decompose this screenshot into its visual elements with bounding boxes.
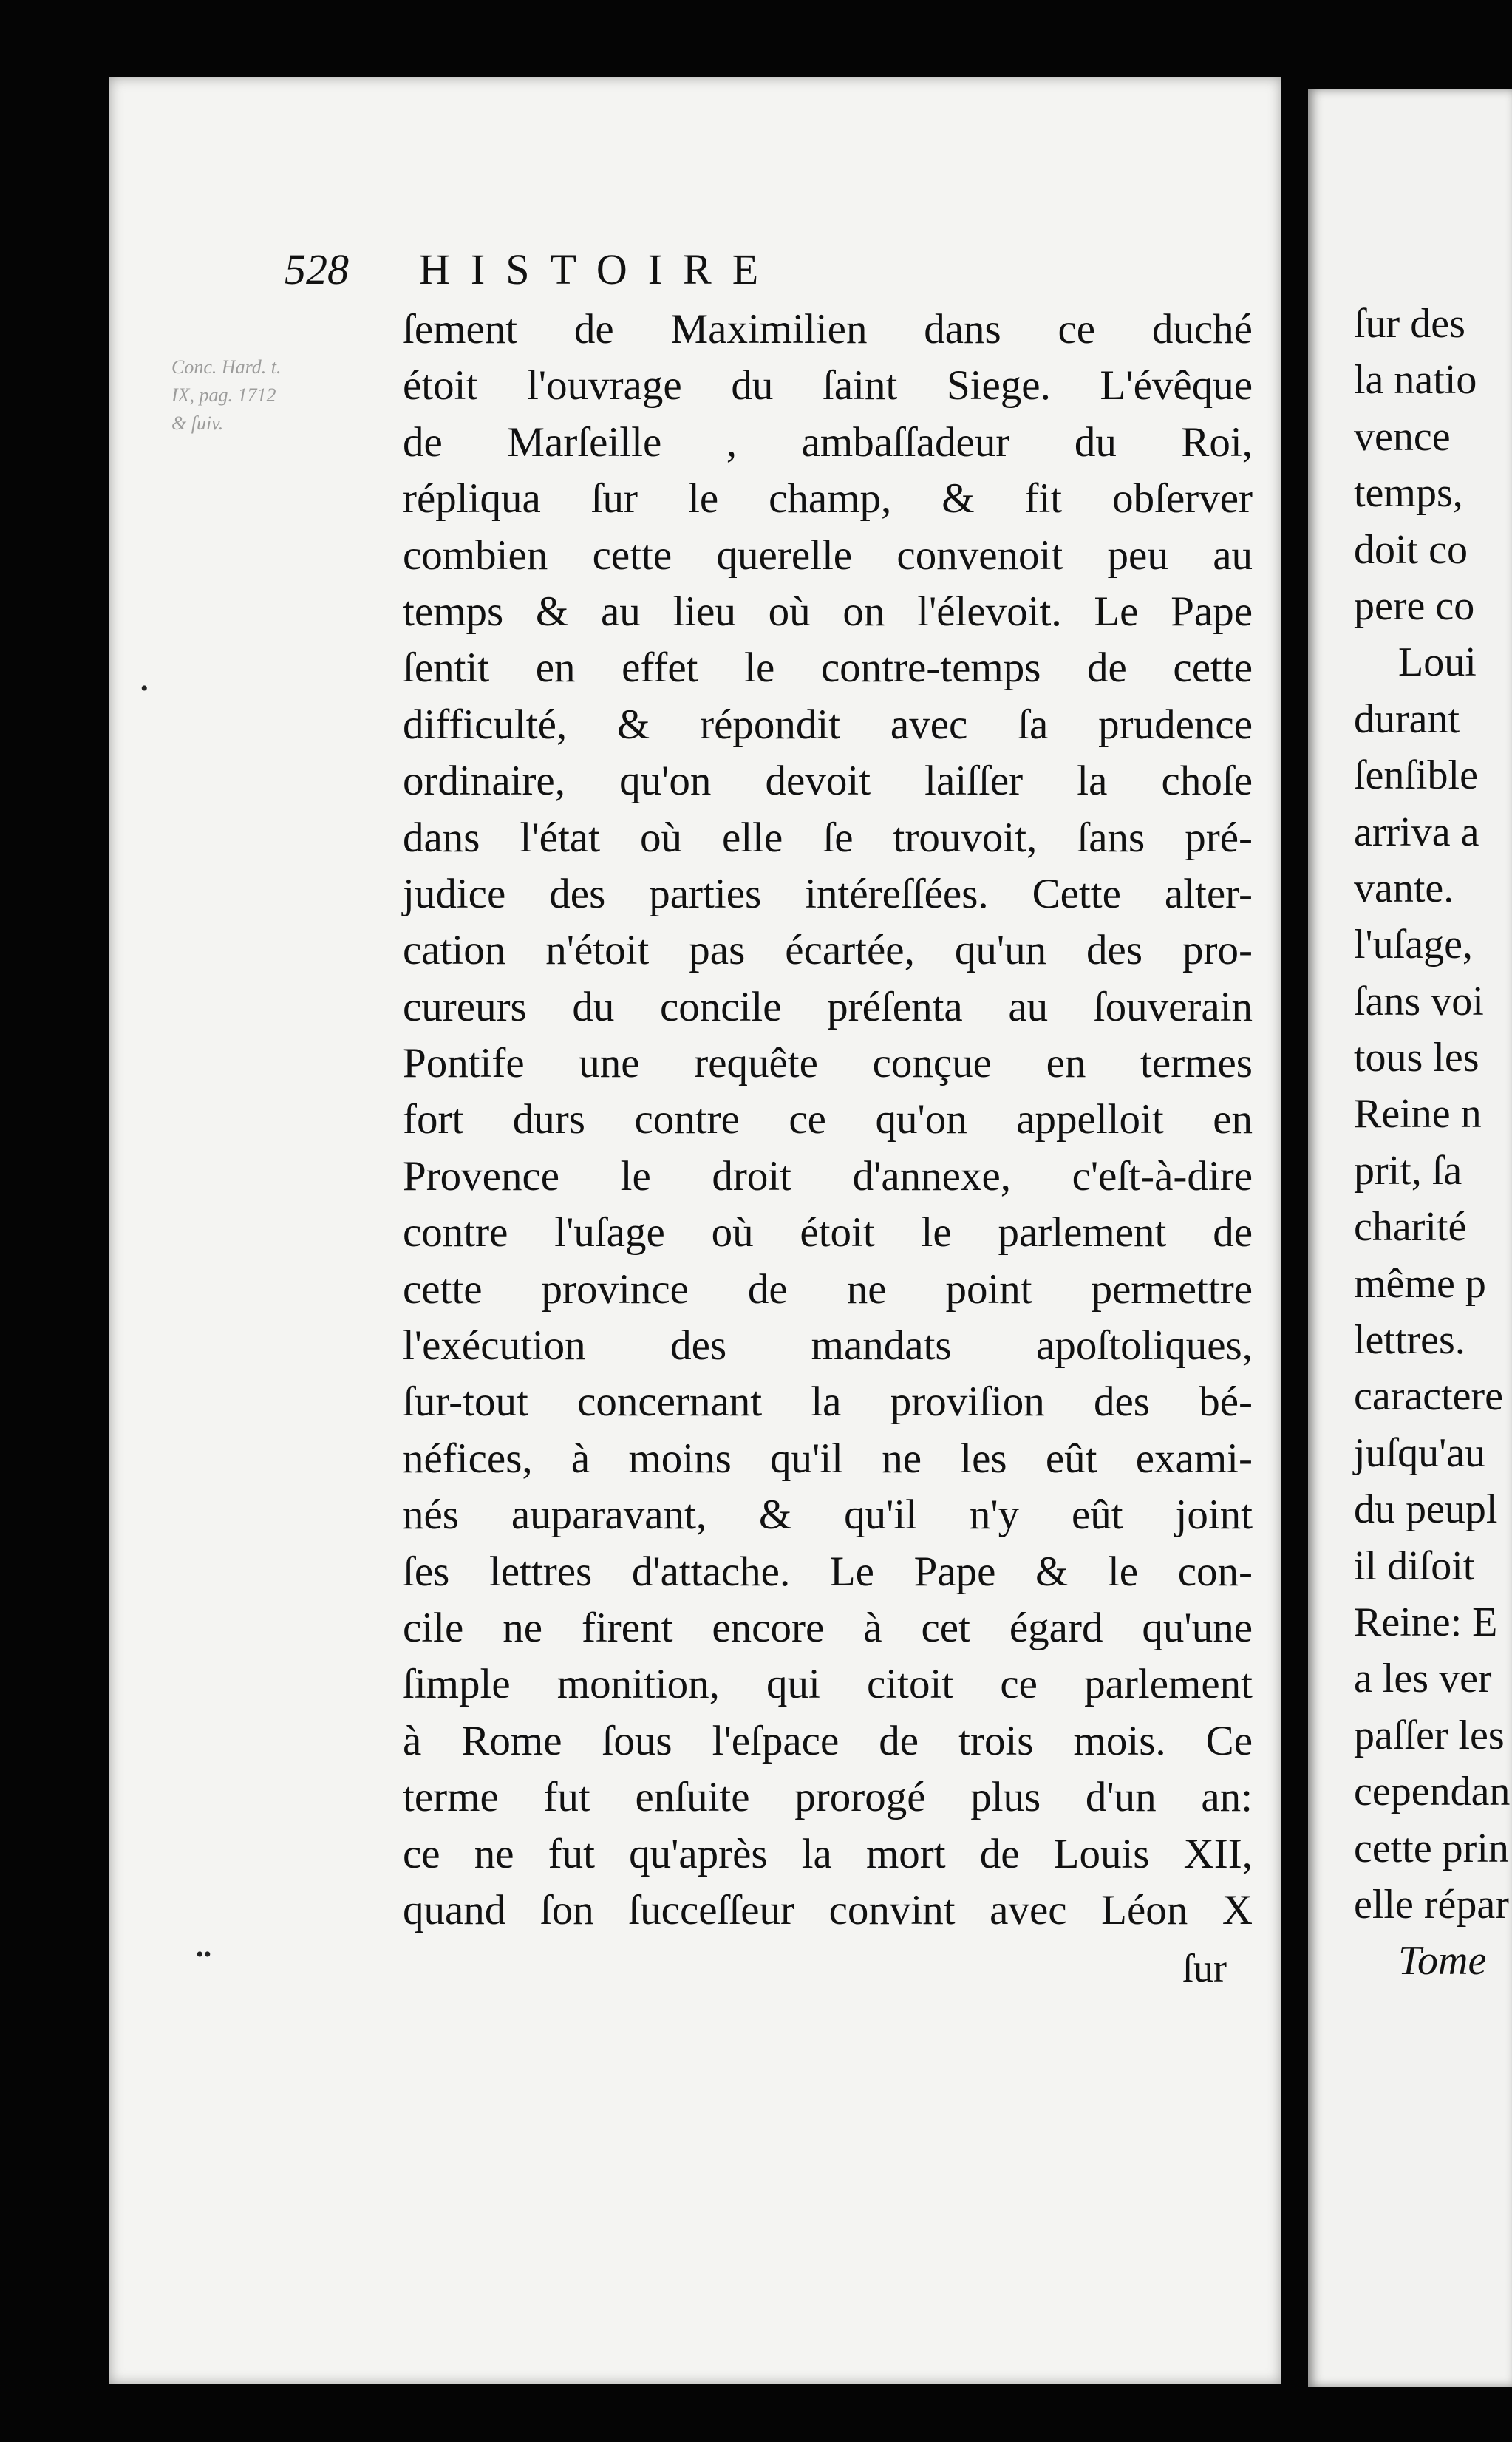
text-line: étoit l'ouvrage du ſaint Siege. L'évêque: [403, 362, 1253, 409]
text-line: nés auparavant, & qu'il n'y eût joint: [403, 1492, 1253, 1539]
margin-note: Conc. Hard. t. IX, pag. 1712 & ſuiv.: [171, 356, 282, 434]
page-number: 528: [285, 245, 349, 293]
main-text-column: [403, 302, 1253, 1939]
margin-dot: ••: [196, 1942, 212, 1967]
right-line: arriva a: [1354, 809, 1479, 855]
right-line: du peupl: [1354, 1486, 1498, 1533]
right-line: tous les: [1354, 1035, 1479, 1081]
right-line: pere co: [1354, 582, 1475, 629]
text-line: judice des parties intéreſſées. Cette alter-: [403, 870, 1253, 917]
right-line: ſur des: [1354, 301, 1465, 347]
right-page-text: [1354, 296, 1512, 1990]
text-line: cette province de ne point permettre: [403, 1265, 1253, 1313]
text-line: combien cette querelle convenoit peu au: [403, 531, 1253, 579]
margin-dot: •: [140, 676, 149, 701]
running-head: HISTOIRE: [419, 245, 780, 293]
text-line: temps & au lieu où on l'élevoit. Le Pape: [403, 588, 1253, 635]
right-line: paſſer les: [1354, 1712, 1505, 1758]
right-line: il diſoit: [1354, 1543, 1475, 1589]
right-line: elle répar: [1354, 1881, 1509, 1928]
text-line: l'exécution des mandats apoſtoliques,: [403, 1322, 1253, 1370]
right-line: Reine n: [1354, 1091, 1482, 1137]
right-line: ſenſible: [1354, 752, 1478, 799]
text-line: terme fut enſuite prorogé plus d'un an:: [403, 1774, 1253, 1821]
text-line: à Rome ſous l'eſpace de trois mois. Ce: [403, 1717, 1253, 1764]
right-line: Tome: [1398, 1938, 1487, 1984]
right-line: juſqu'au: [1354, 1429, 1486, 1476]
right-line: caractere: [1354, 1373, 1503, 1420]
text-line: dans l'état où elle ſe trouvoit, ſans pré-: [403, 814, 1253, 861]
text-line: néfices, à moins qu'il ne les eût exami-: [403, 1435, 1253, 1482]
right-line: a les ver: [1354, 1656, 1492, 1702]
right-line: lettres.: [1354, 1317, 1465, 1364]
right-line: même p: [1354, 1260, 1486, 1307]
text-line: ce ne fut qu'après la mort de Louis XII,: [403, 1830, 1253, 1877]
text-line: Provence le droit d'annexe, c'eſt-à-dire: [403, 1152, 1253, 1200]
text-line: ſimple monition, qui citoit ce parlement: [403, 1661, 1253, 1708]
right-line: cette prin: [1354, 1825, 1509, 1871]
text-line: cureurs du concile préſenta au ſouverain: [403, 983, 1253, 1030]
text-line: répliqua ſur le champ, & fit obſerver: [403, 475, 1253, 523]
right-line: vante.: [1354, 865, 1454, 911]
text-line: de Marſeille , ambaſſadeur du Roi,: [403, 418, 1253, 466]
right-line: temps,: [1354, 470, 1463, 517]
text-line: ſes lettres d'attache. Le Pape & le con-: [403, 1548, 1253, 1595]
text-line: difficulté, & répondit avec ſa prudence: [403, 701, 1253, 748]
right-line: vence: [1354, 413, 1451, 460]
text-line: Pontife une requête conçue en termes: [403, 1040, 1253, 1087]
right-line: charité: [1354, 1204, 1467, 1251]
text-line: fort durs contre ce qu'on appelloit en: [403, 1096, 1253, 1143]
text-line: contre l'uſage où étoit le parlement de: [403, 1209, 1253, 1256]
text-line: ſur-tout concernant la proviſion des bé-: [403, 1378, 1253, 1426]
right-line: Reine: E: [1354, 1599, 1498, 1645]
right-line: doit co: [1354, 526, 1468, 573]
right-line: cependan: [1354, 1769, 1511, 1815]
page-header: [285, 244, 1245, 296]
right-line: prit, ſa: [1354, 1147, 1462, 1194]
text-line: cation n'étoit pas écartée, qu'un des pro-: [403, 927, 1253, 974]
right-page: [1308, 89, 1512, 2387]
right-line: ſans voi: [1354, 978, 1484, 1024]
catchword: ſur: [1182, 1946, 1227, 1990]
text-line: ſentit en effet le contre-temps de cette: [403, 644, 1253, 692]
right-line: la natio: [1354, 357, 1477, 404]
right-line: durant: [1354, 695, 1460, 742]
text-line: cile ne firent encore à cet égard qu'une: [403, 1604, 1253, 1651]
right-line: l'uſage,: [1354, 922, 1473, 968]
right-line: Loui: [1398, 639, 1477, 686]
text-line: ſement de Maximilien dans ce duché: [403, 306, 1253, 353]
text-line: quand ſon ſucceſſeur convint avec Léon X: [403, 1886, 1253, 1933]
text-line: ordinaire, qu'on devoit laiſſer la choſe: [403, 758, 1253, 805]
